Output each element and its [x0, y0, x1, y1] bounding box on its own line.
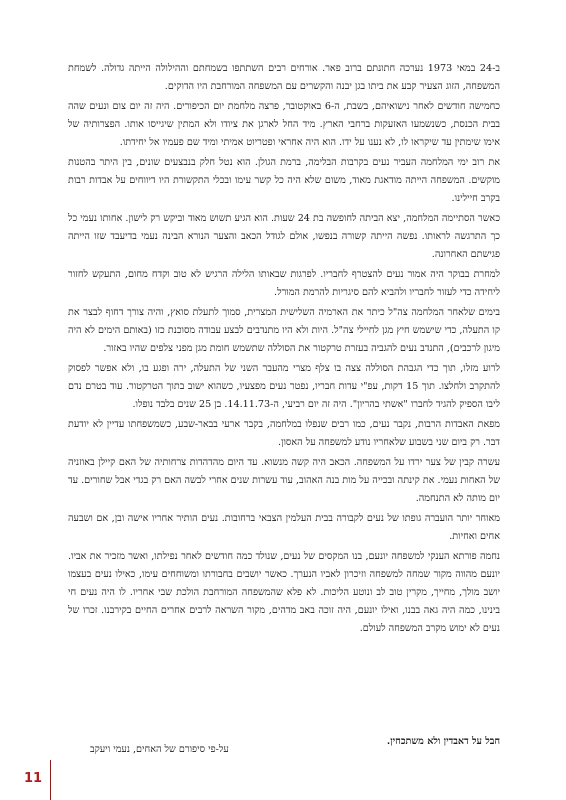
- paragraph-burial: מפאת האבדות הרבות, נקבר נעים, כמו רבים שנפלו במלחמה, בקבר ארעי בבאר-שבע, כשמשפחתו עדיין לא יודעת דבר. רק ביום שני בשבוע שלאחריו נודע למשפחה על האסון.: [68, 419, 500, 448]
- paragraph-death: לרוע מזלו, תוך כדי הגבהת הסוללה צצה בו צלף מצרי מהעבר השני של התעלה, ירה ופגע בו, ולא אפשר לפסוק להתקרב ולחלצו. תוך 15 דקות, עפ"י עדות חבריו, נפטר נעים מפצעיו, כשהוא ישוב בתוך הטרקטור. עוד בטרם נדם ליבו הספיק להגיד לחברו "אשתי בהריון". היה זה יום רביעי, ה-14.11.73. בן 25 שנים בלבד נופלו.: [68, 363, 500, 410]
- paragraph-return-unit: למחרת בבוקר היה אמור נעים להצטרף לחבריו. לפרגות שבאותו הלילה הרגיש לא טוב וקדח מחום, התעקש לחזור ליחידה כדי לעזור לחבריו ולהביא להם סיגריות להרמת המורל.: [68, 269, 500, 298]
- body-text: [68, 60, 500, 640]
- paragraph-war-outbreak: כחמישה חודשים לאחר נישואיהם, בשבת, ה-6 באוקטובר, פרצה מלחמת יום הכיפורים. היה זה יום צום ונעים שהה בבית הכנסת, כשנשמעו האזעקות ברחבי הארץ. מיד החל לארגן את ציודו ולא המתין שיגייסו אותו. הפצרותיה של אימו שימתין עד שיקראו לו, לא נענו על ידו. הוא היה אחראי ופטריוט אמיתי ומיד שם פעמיו אל יחידתו.: [68, 101, 500, 148]
- paragraph-leave-home: כאשר הסתיימה המלחמה, יצא הביתה לחופשה בת 24 שעות. הוא הגיע תשוש מאוד וביקש רק לישון. אחותו נעמי כל כך התרגשה לראותו. נפשה הייתה קשורה בנפשו, אולם לגודל הכאב והצער הנורא הבינה נעמי בדיעבד שזו הייתה פגישתם האחרונה.: [68, 213, 501, 260]
- paragraph-canal-fortification: בימים שלאחר המלחמה צה"ל כיתר את הארמיה השלישית המצרית, סמוך לתעלת סואץ, והיה צורך דחוף לבצר את קו התעלה, כדי שישמש חיץ מגן לחיילי צה"ל. היות ולא היו מתנדבים לבצע עבודה מסוכנת כזו (באותם הימים לא היה מיגון לרכבים), התנדב נעים להגביה בעזרת טרקטור את הסוללה שתשמש חומת מגן מפני צלפים שהיו באזור.: [68, 307, 500, 354]
- attribution: על-פי סיפורם של האחים, נעמי ויעקב: [90, 744, 229, 755]
- signature-block: [60, 734, 500, 755]
- paragraph-golan-battles: את רוב ימי המלחמה העביר נעים בקרבות הבלימה, ברמת הגולן. הוא נטל חלק בנבצעים שונים, בין היתר בהטנות מוקשים. המשפחה הייתה מודאגת מאוד, משום שלא היה כל קשר עימו ובכלי התקשורת היו דיווחים על אבדות רבות בקרב חיילינו.: [68, 157, 500, 204]
- paragraph-son: נחמה פורתא הענקי למשפחה יונעם, בנו המקסים של נעים, שנולד כמה חודשים לאחר נפילתו, ואשר מזכיר את אביו. יונעם מהווה מקור שמחה למשפחה וזיכרון לאביו הנערך. כאשר יושבים בחבורתו ומשוחחים עימו, כאילו נעים בעצמו יושב מולך, מחייך, מקרין טוב לב ונוטע הליכות. לא פלא שהמשפחה המורחבת הולכת שבי אחריו. לו היה נעים חי בינינו, כמה היה גאה בבנו, ואילו יונעם, היה זוכה באב מדהים, מקור השראה לרבים אחרים החיים בקירבנו. זכרו של נעים לא ימוש מקרב המשפחה לעולם.: [68, 551, 500, 634]
- paragraph-wedding: ב-24 במאי 1973 נערכה חתונתם ברוב פאר. אורחים רבים השתתפו בשמחתם וההילולה הייתה גדולה. לשמחת המשפחה, הזוג הצעיר קבע את ביתו בגן יבנה והקשרים עם המשפחה המורחבת היו הדוקים.: [68, 63, 500, 92]
- page-number: 11: [24, 771, 43, 786]
- paragraph-reburial: מאוחר יותר הועברה גופתו של נעים לקבורה בבית העלמין הצבאי ברחובות. נעים הותיר אחריו אישה ובן, אם ושבעה אחים ואחיות.: [68, 513, 500, 542]
- paragraph-grief: עשרה קבין של צער ירדו על המשפחה. הכאב היה קשה מנשוא. עד היום מהדהדות צרחותיה של האם קיילן באוזניה של האחות נעמי. את קינתה ובכייה על מות בנה האהוב, עוד עשרות שנים אחרי לבשה האם רק בגדי אבל שחורים. עד יום מותה לא התנחמה.: [68, 457, 500, 504]
- margin-rule: [50, 760, 51, 800]
- closing-line: חבל על דאבדין ולא משתכחין.: [386, 736, 500, 747]
